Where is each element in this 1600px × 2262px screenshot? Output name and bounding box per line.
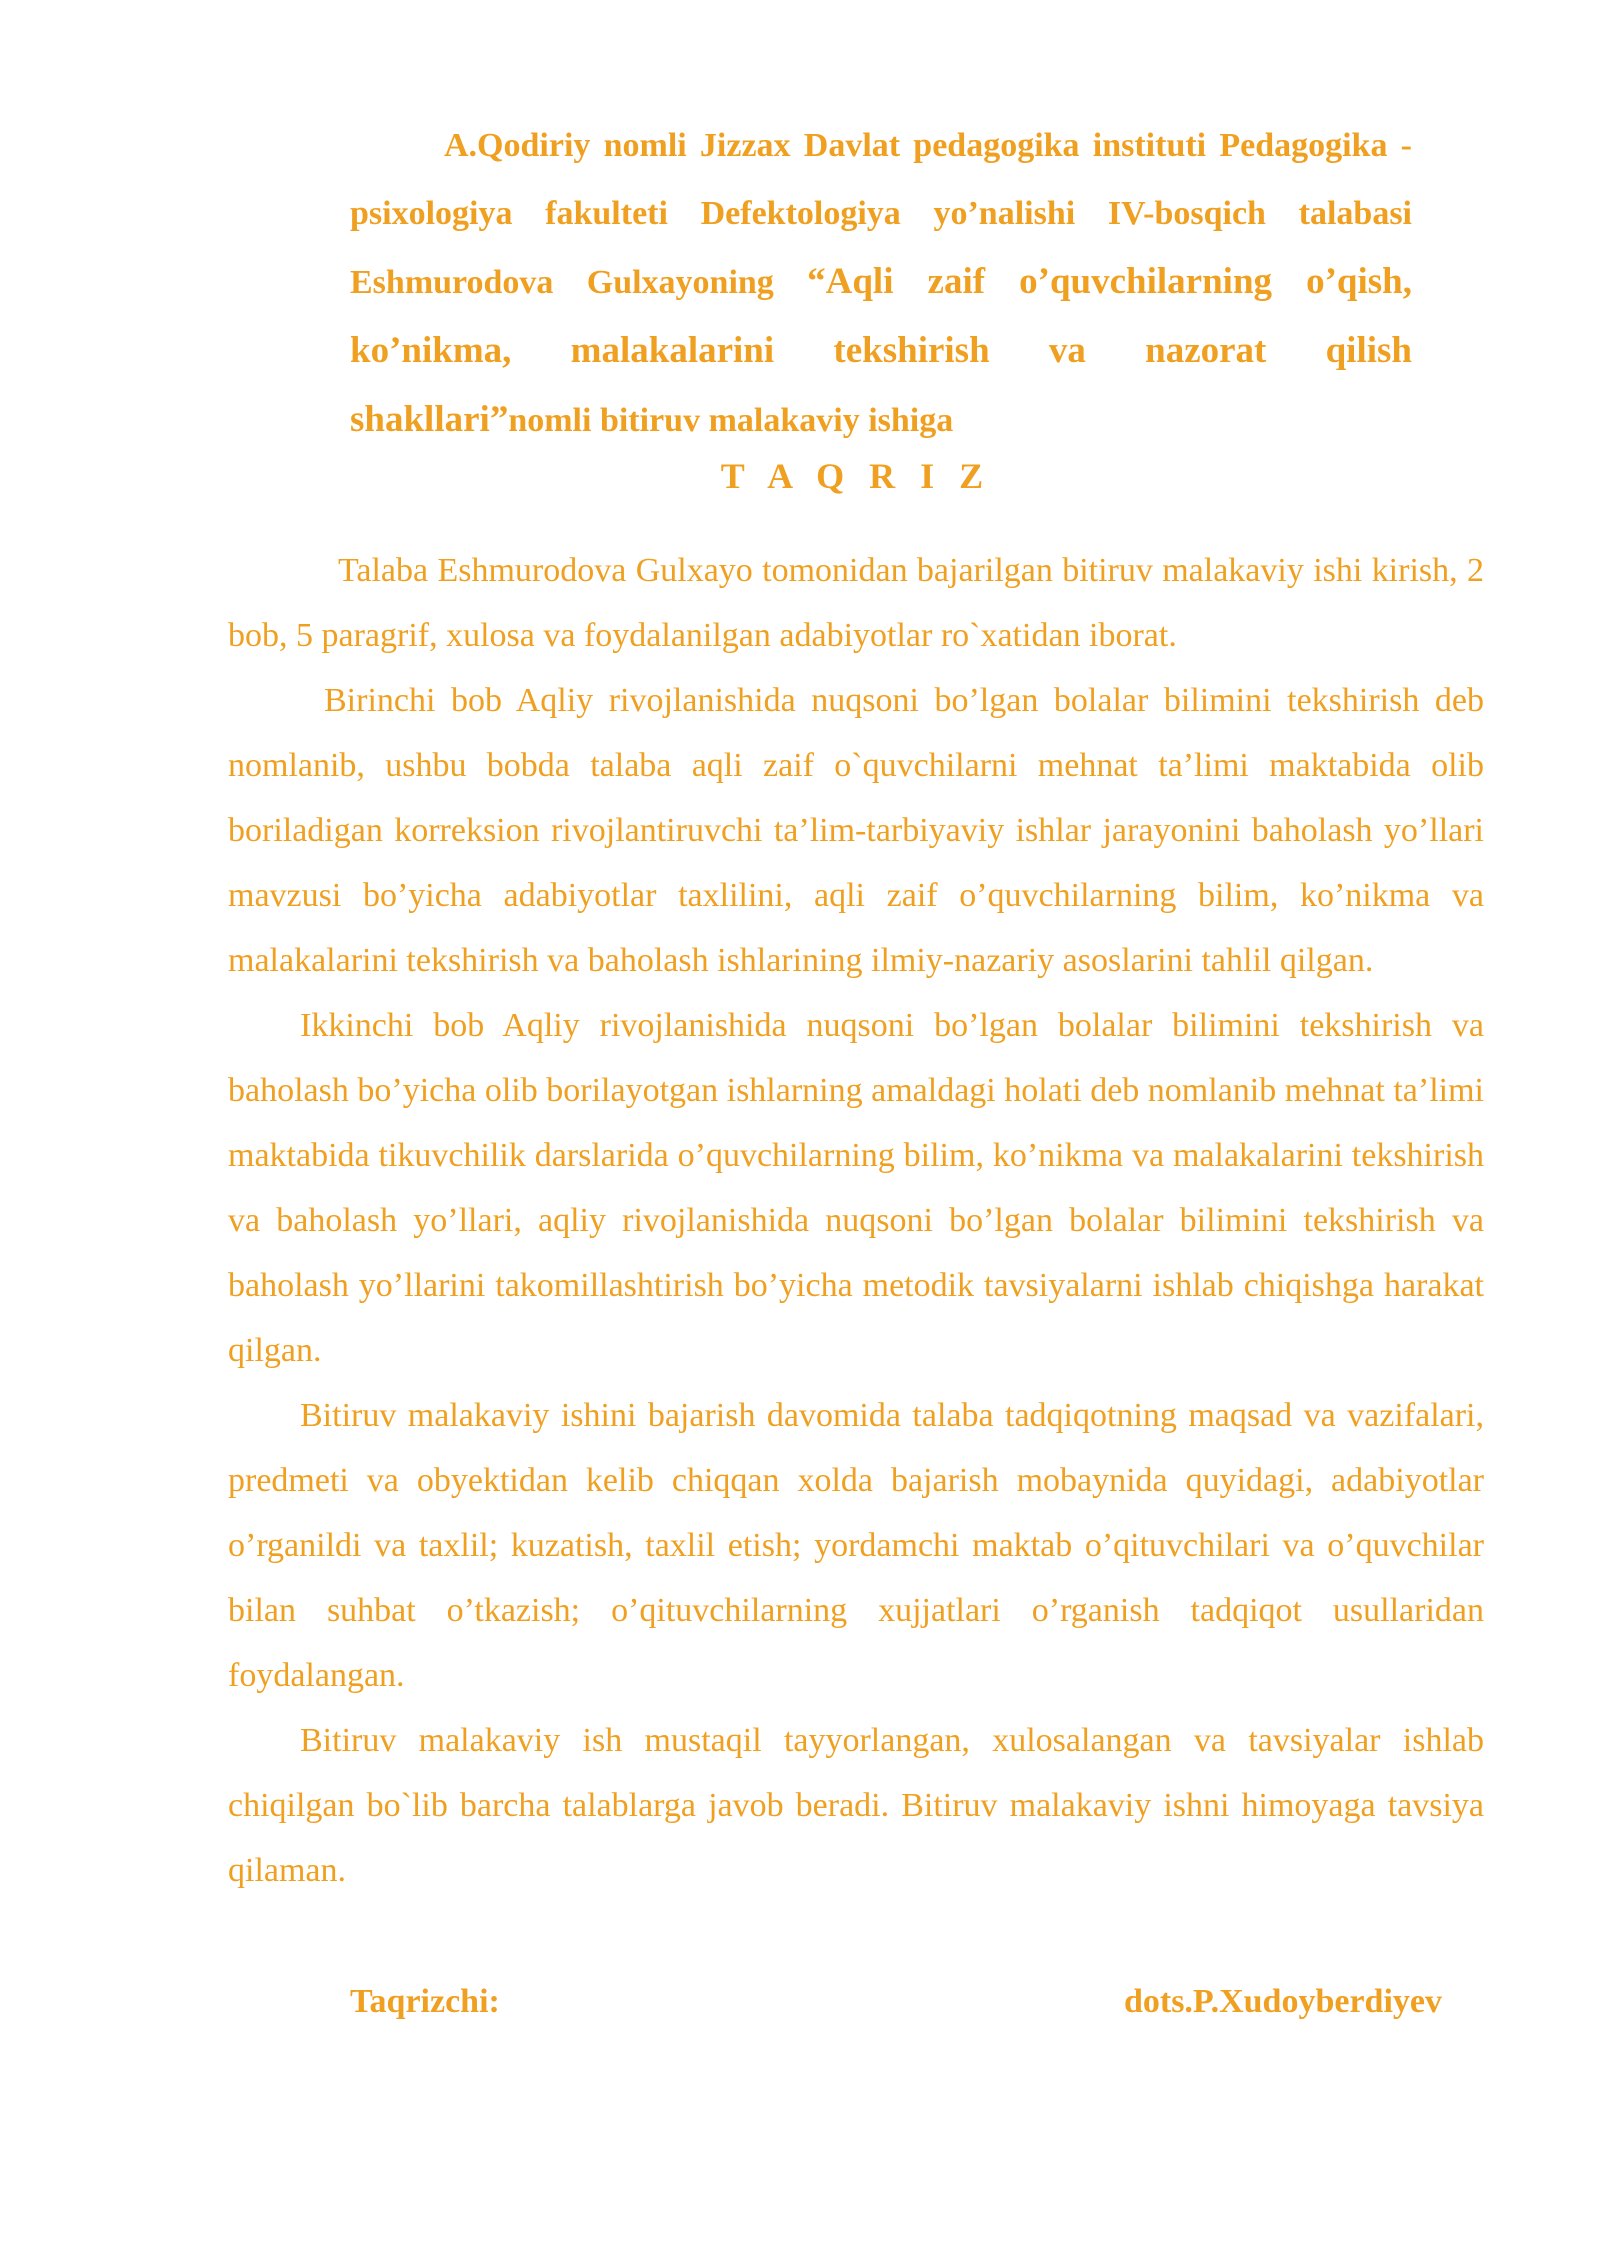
heading-institution-text: A.Qodiriy nomli Jizzax Davlat pedagogika instituti Pedagogika - psixologiya fakulteti Defektologiya yo’nalishi IV-bosqich talabasi Eshmurodova Gulxayoning — [350, 127, 1412, 301]
document-heading — [350, 112, 1412, 455]
paragraph-conclusion: Bitiruv malakaviy ish mustaqil tayyorlangan, xulosalangan va tavsiyalar ishlab chiqilgan bo`lib barcha talablarga javob beradi. Bitiruv malakaviy ishni himoyaga tavsiya qilaman. — [228, 1722, 1484, 1889]
document-title: T A Q R I Z — [720, 456, 992, 496]
heading-thesis-topic: “Aqli zaif o’quvchilarning o’qish, ko’nikma, malakalarini tekshirish va nazorat qilish shakllari” — [350, 261, 1412, 440]
paragraph-intro: Talaba Eshmurodova Gulxayo tomonidan bajarilgan bitiruv malakaviy ishi kirish, 2 bob, 5 paragrif, xulosa va foydalanilgan adabiyotlar ro`xatidan iborat. — [228, 552, 1484, 654]
paragraph-chapter-two: Ikkinchi bob Aqliy rivojlanishida nuqsoni bo’lgan bolalar bilimini tekshirish va baholash bo’yicha olib borilayotgan ishlarning amaldagi holati deb nomlanib mehnat ta’limi maktabida tikuvchilik darslarida o’quvchilarning bilim, ko’nikma va malakalarini tekshirish va baholash yo’llari, aqliy rivojlanishida nuqsoni bo’lgan bolalar bilimini tekshirish va baholash yo’llarini takomillashtirish bo’yicha metodik tavsiyalarni ishlab chiqishga harakat qilgan. — [228, 1007, 1484, 1369]
reviewer-label: Taqrizchi: — [350, 1983, 500, 2020]
heading-thesis-suffix: nomli bitiruv malakaviy ishiga — [508, 402, 954, 439]
reviewer-name: dots.P.Xudoyberdiyev — [1123, 1983, 1442, 2020]
review-body — [228, 538, 1484, 1903]
paragraph-chapter-one: Birinchi bob Aqliy rivojlanishida nuqsoni bo’lgan bolalar bilimini tekshirish deb nomlanib, ushbu bobda talaba aqli zaif o`quvchilarni mehnat ta’limi maktabida olib boriladigan korreksion rivojlantiruvchi ta’lim-tarbiyaviy ishlar jarayonini baholash yo’llari mavzusi bo’yicha adabiyotlar taxlilini, aqli zaif o’quvchilarning bilim, ko’nikma va malakalarini tekshirish va baholash ishlarining ilmiy-nazariy asoslarini tahlil qilgan. — [228, 682, 1484, 979]
paragraph-methods: Bitiruv malakaviy ishini bajarish davomida talaba tadqiqotning maqsad va vazifalari, predmeti va obyektidan kelib chiqqan xolda bajarish mobaynida quyidagi, adabiyotlar o’rganildi va taxlil; kuzatish, taxlil etish; yordamchi maktab o’qituvchilari va o’quvchilar bilan suhbat o’tkazish; o’qituvchilarning xujjatlari o’rganish tadqiqot usullaridan foydalangan. — [228, 1397, 1484, 1694]
